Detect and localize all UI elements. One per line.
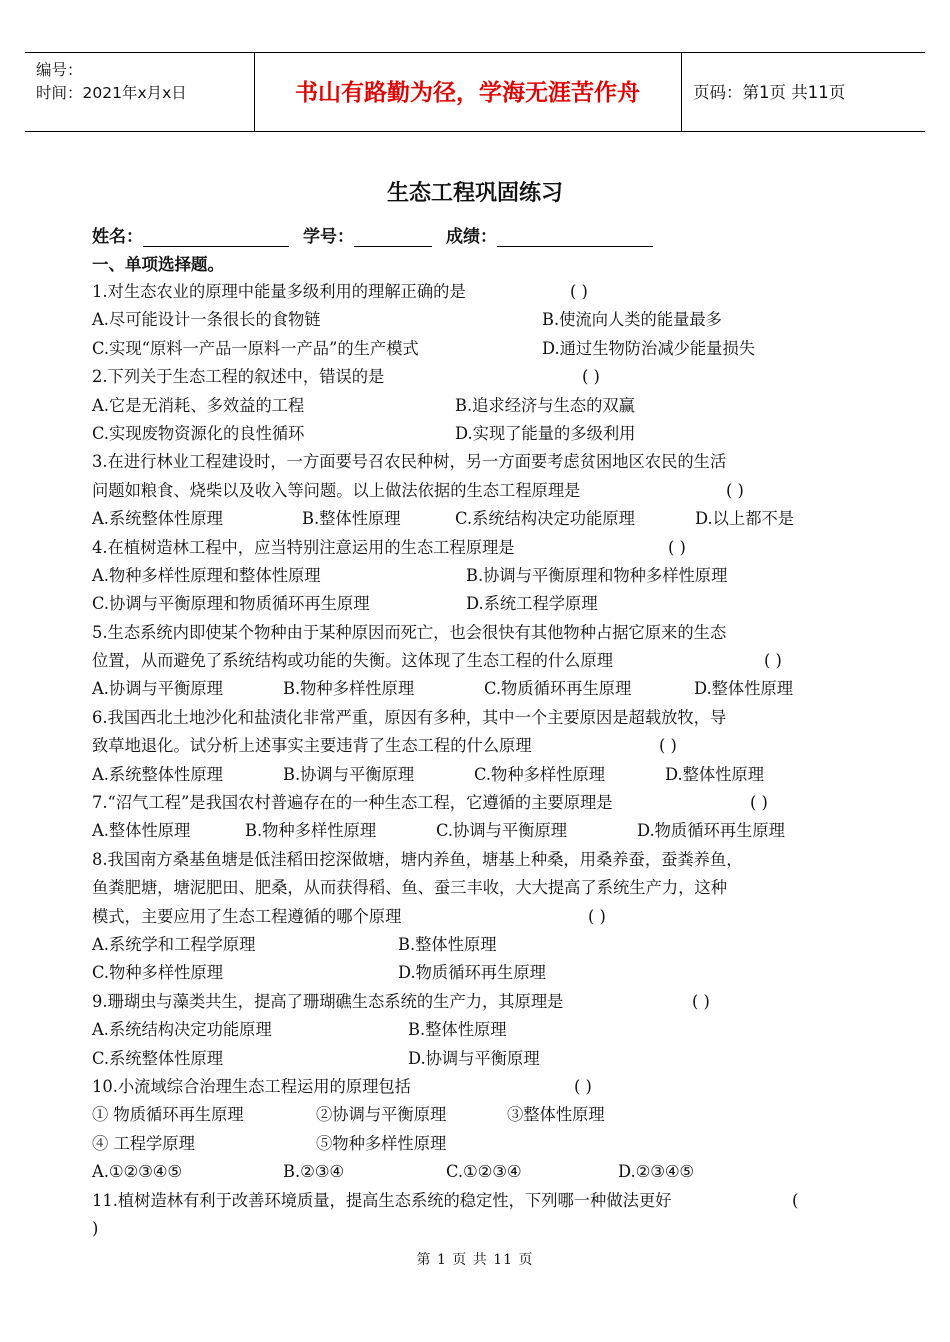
- option-text: B.②③④: [283, 1162, 344, 1182]
- page-footer: 第 1 页 共 11 页: [416, 1252, 534, 1268]
- option-text: A.它是无消耗、多效益的工程: [92, 395, 305, 415]
- answer-bracket: ): [92, 1218, 99, 1238]
- option-text: B.整体性原理: [302, 509, 401, 529]
- option-text: C.物种多样性原理: [474, 764, 606, 784]
- question-text: 4.在植树造林工程中，应当特别注意运用的生态工程原理是: [92, 537, 515, 557]
- option-text: D.整体性原理: [694, 679, 794, 699]
- option-text: D.整体性原理: [665, 764, 765, 784]
- option-text: B.整体性原理: [398, 934, 497, 954]
- header-divider: [681, 53, 682, 131]
- option-text: D.以上都不是: [695, 509, 795, 529]
- option-text: B.物种多样性原理: [245, 821, 377, 841]
- answer-bracket: (: [792, 1190, 799, 1210]
- question-text: 5.生态系统内即使某个物种由于某种原因而死亡，也会很快有其他物种占据它原来的生态: [92, 622, 727, 642]
- question-text: 模式，主要应用了生态工程遵循的哪个原理: [92, 906, 402, 926]
- option-text: C.协调与平衡原理: [436, 821, 568, 841]
- option-text: B.追求经济与生态的双赢: [455, 395, 635, 415]
- list-item: ④ 工程学原理: [92, 1133, 195, 1153]
- option-text: D.协调与平衡原理: [408, 1048, 540, 1068]
- question-text: 9.珊瑚虫与藻类共生，提高了珊瑚礁生态系统的生产力，其原理是: [92, 991, 564, 1011]
- question-text: 3.在进行林业工程建设时，一方面要号召农民种树，另一方面要考虑贫困地区农民的生活: [92, 452, 727, 472]
- score-label: 成绩：: [446, 227, 497, 247]
- answer-bracket: ( ): [692, 991, 710, 1011]
- option-text: C.①②③④: [446, 1162, 522, 1182]
- question-text: 2.下列关于生态工程的叙述中，错误的是: [92, 367, 385, 387]
- page-title: 生态工程巩固练习: [386, 181, 563, 206]
- name-blank: [143, 226, 289, 247]
- list-item: ① 物质循环再生原理: [92, 1105, 244, 1125]
- question-text: 1.对生态农业的原理中能量多级利用的理解正确的是: [92, 282, 466, 301]
- option-text: B.协调与平衡原理和物种多样性原理: [466, 565, 728, 585]
- section-heading: 一、单项选择题。: [92, 255, 224, 274]
- question-text: 问题如粮食、烧柴以及收入等问题。以上做法依据的生态工程原理是: [92, 480, 581, 500]
- option-text: B.使流向人类的能量最多: [542, 310, 722, 330]
- answer-bracket: ( ): [668, 537, 686, 557]
- header-motto: 书山有路勤为径，学海无涯苦作舟: [295, 80, 640, 106]
- list-item: ②协调与平衡原理: [316, 1105, 447, 1125]
- answer-bracket: ( ): [570, 282, 588, 301]
- option-text: C.实现废物资源化的良性循环: [92, 423, 305, 443]
- question-text: 11.植树造林有利于改善环境质量，提高生态系统的稳定性，下列哪一种做法更好: [92, 1190, 672, 1210]
- option-text: C.物种多样性原理: [92, 963, 224, 983]
- header-meta: [36, 59, 187, 105]
- answer-bracket: ( ): [574, 1076, 592, 1096]
- option-text: D.实现了能量的多级利用: [455, 423, 636, 443]
- option-text: A.尽可能设计一条很长的食物链: [92, 310, 321, 330]
- name-label: 姓名：: [92, 227, 143, 247]
- option-text: C.系统结构决定功能原理: [455, 509, 635, 529]
- option-text: D.②③④⑤: [618, 1162, 695, 1182]
- option-text: B.整体性原理: [408, 1020, 507, 1040]
- answer-bracket: ( ): [764, 651, 782, 671]
- option-text: D.物质循环再生原理: [637, 821, 785, 841]
- answer-bracket: ( ): [726, 480, 744, 500]
- option-text: C.物质循环再生原理: [484, 679, 632, 699]
- question-text: 6.我国西北土地沙化和盐渍化非常严重，原因有多种，其中一个主要原因是超载放牧，导: [92, 707, 727, 727]
- header-page-info: 页码：第1页 共11页: [693, 83, 846, 102]
- answer-bracket: ( ): [750, 793, 768, 813]
- answer-bracket: ( ): [659, 736, 677, 756]
- option-text: A.协调与平衡原理: [92, 679, 223, 699]
- option-text: B.物种多样性原理: [283, 679, 415, 699]
- option-text: D.系统工程学原理: [466, 594, 598, 614]
- document-header: [25, 52, 925, 132]
- time-label: 时间：2021年x月x日: [36, 84, 187, 102]
- question-text: 8.我国南方桑基鱼塘是低洼稻田挖深做塘，塘内养鱼，塘基上种桑，用桑养蚕，蚕粪养鱼，: [92, 849, 743, 869]
- question-text: 10.小流域综合治理生态工程运用的原理包括: [92, 1076, 411, 1096]
- option-text: C.协调与平衡原理和物质循环再生原理: [92, 594, 370, 614]
- option-text: B.协调与平衡原理: [283, 764, 415, 784]
- option-text: A.整体性原理: [92, 821, 191, 841]
- score-blank: [497, 226, 653, 247]
- option-text: A.物种多样性原理和整体性原理: [92, 565, 321, 585]
- option-text: D.通过生物防治减少能量损失: [542, 338, 756, 358]
- option-text: C.实现“原料一产品一原料一产品”的生产模式: [92, 338, 419, 358]
- option-text: C.系统整体性原理: [92, 1048, 224, 1068]
- option-text: A.①②③④⑤: [92, 1162, 182, 1182]
- student-info: [92, 222, 667, 247]
- option-text: A.系统整体性原理: [92, 764, 223, 784]
- id-label: 学号：: [303, 227, 354, 247]
- answer-bracket: ( ): [582, 367, 600, 387]
- id-blank: [354, 226, 432, 247]
- question-text: 7.“沼气工程”是我国农村普遍存在的一种生态工程，它遵循的主要原理是: [92, 793, 613, 813]
- question-text: 鱼粪肥塘，塘泥肥田、肥桑，从而获得稻、鱼、蚕三丰收，大大提高了系统生产力，这种: [92, 878, 727, 898]
- option-text: A.系统学和工程学原理: [92, 934, 256, 954]
- question-text: 位置，从而避免了系统结构或功能的失衡。这体现了生态工程的什么原理: [92, 651, 614, 671]
- question-text: 致草地退化。试分析上述事实主要违背了生态工程的什么原理: [92, 736, 532, 756]
- question-body: [92, 278, 862, 1243]
- option-text: D.物质循环再生原理: [398, 963, 546, 983]
- list-item: ③整体性原理: [507, 1105, 605, 1125]
- answer-bracket: ( ): [588, 906, 606, 926]
- list-item: ⑤物种多样性原理: [316, 1133, 447, 1153]
- option-text: A.系统结构决定功能原理: [92, 1020, 272, 1040]
- option-text: A.系统整体性原理: [92, 509, 223, 529]
- number-label: 编号：: [36, 61, 83, 79]
